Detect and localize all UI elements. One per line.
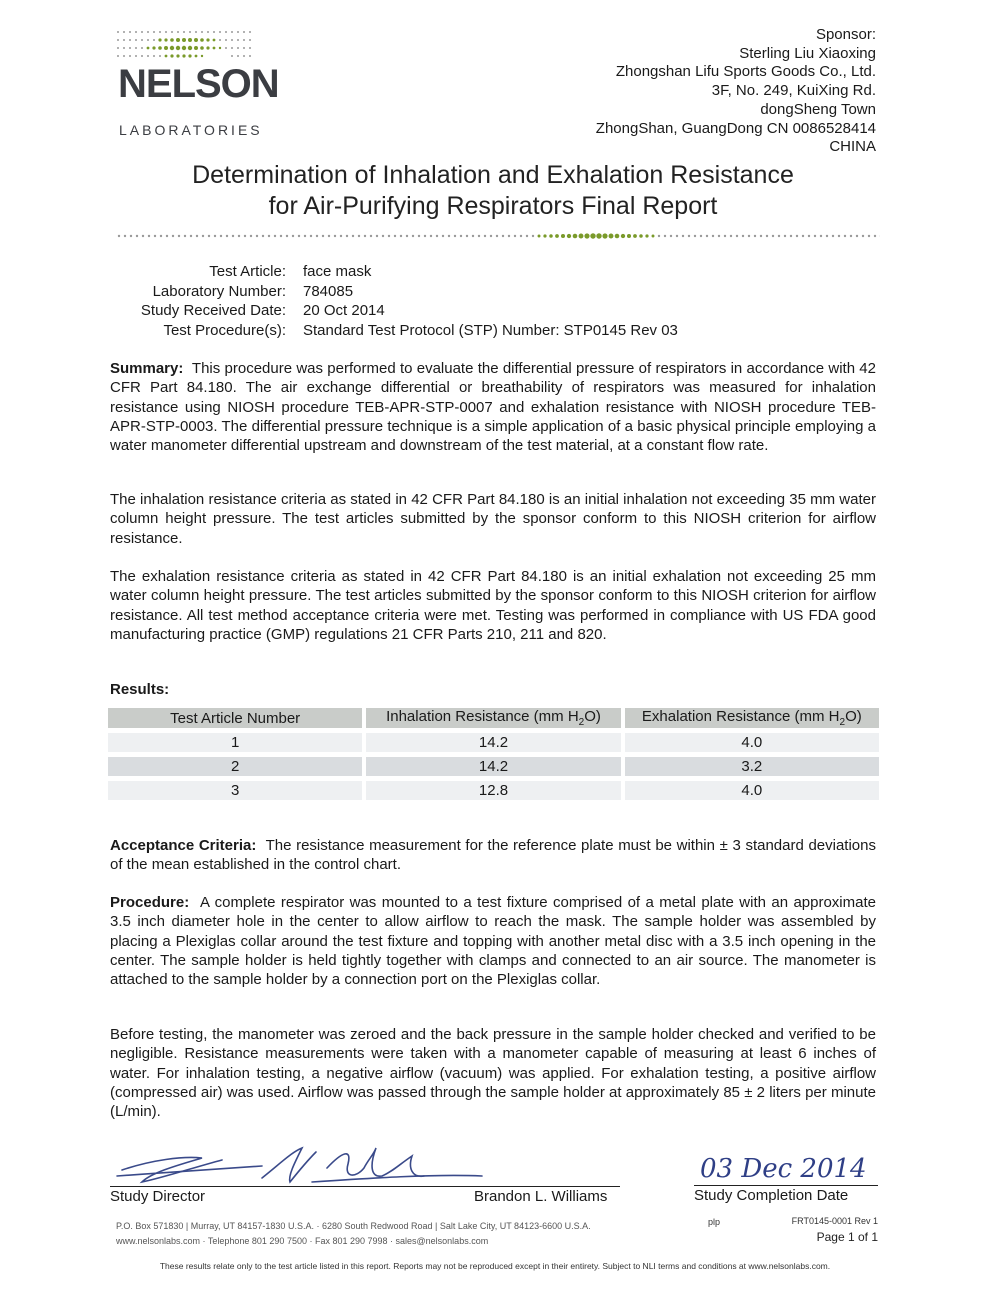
sponsor-town: dongSheng Town [760, 100, 876, 118]
table-row [108, 757, 879, 776]
lab-number-value: 784085 [303, 282, 354, 300]
test-article-label: Test Article: [209, 263, 286, 280]
logo-wordmark: NELSON [118, 62, 279, 106]
director-signature-line [110, 1186, 620, 1187]
cell-inhalation: 14.2 [366, 733, 620, 752]
sponsor-city: ZhongShan, GuangDong CN 0086528414 [595, 119, 876, 137]
nelson-logo [116, 28, 279, 138]
acceptance-text: The resistance measurement for the reference plate must be within ± 3 standard deviations of the mean established in the control chart. [110, 837, 876, 874]
procedure-paragraph [110, 893, 876, 989]
study-completion-label: Study Completion Date [694, 1187, 849, 1204]
cell-inhalation: 14.2 [366, 757, 620, 776]
test-procedure-label: Test Procedure(s): [163, 321, 286, 339]
results-heading: Results: [110, 681, 170, 698]
summary-paragraph [110, 359, 876, 455]
col-exhalation: Exhalation Resistance (mm $H_2O$) [625, 708, 879, 728]
testing-paragraph: Before testing, the manometer was zeroed and the back pressure in the sample holder checked and verified to be negligible. Resistance measurements were taken with a manometer capable of measuring at least 6 inches of water. For inhalation testing, a negative airflow (vacuum) was applied. For exhalation testing, a positive airflow (compressed air) was used. Airflow was passed through the sample holder at approximately 85 ± 2 liters per minute (L/min). [110, 1026, 876, 1121]
acceptance-heading: Acceptance Criteria: [110, 837, 257, 854]
sponsor-heading: Sponsor: [815, 26, 876, 43]
col-inhalation: Inhalation Resistance (mm $H_2O$) [366, 708, 620, 728]
study-director-name: Brandon L. Williams [474, 1188, 608, 1205]
table-row [108, 733, 879, 752]
logo-dots-icon [116, 28, 252, 58]
summary-text: This procedure was performed to evaluate the differential pressure of respirators in accordance with 42 CFR Part 84.180. The air exchange differential or breathability of respirators was measured for inhalation resistance using NIOSH procedure TEB-APR-STP-0007 and exhalation resistance with NIOSH procedure TEB-APR-STP-0003. The differential pressure technique is a simple application of a basic physical principle employing a water manometer differential upstream and downstream of the test material, at a constant flow rate. [110, 360, 876, 455]
logo-subtitle: LABORATORIES [119, 122, 263, 138]
meta-labels [0, 262, 286, 340]
footer-contact: www.nelsonlabs.com · Telephone 801 290 7500 · Fax 801 290 7998 · sales@nelsonlabs.com [116, 1236, 489, 1246]
lab-number-label: Laboratory Number: [152, 282, 286, 300]
sponsor-contact: Sterling Liu Xiaoxing [739, 44, 876, 62]
footer-address: P.O. Box 571830 | Murray, UT 84157-1830 U.S.A. · 6280 South Redwood Road | Salt Lake City, UT 84123-6600 U.S.A. [116, 1221, 591, 1231]
completion-date-handwritten: 03 Dec 2014 [700, 1154, 867, 1184]
acceptance-paragraph [110, 836, 876, 875]
test-article-value: face mask [303, 263, 372, 280]
report-title [0, 160, 986, 222]
sponsor-company: Zhongshan Lifu Sports Goods Co., Ltd. [615, 63, 876, 81]
col-test-article: Test Article Number [108, 708, 362, 728]
dotted-divider [116, 231, 880, 241]
sponsor-street: 3F, No. 249, KuiXing Rd. [711, 82, 876, 100]
meta-values [303, 262, 678, 340]
results-header-row [108, 708, 879, 728]
cell-test-article: 1 [108, 733, 362, 752]
procedure-text: A complete respirator was mounted to a test fixture comprised of a metal plate with an approximate 3.5 inch diameter hole in the center to allow airflow to reach the mask. The sample holder was assembled by placing a Plexiglas collar around the test fixture and topping with another metal disc with a 3.5 inch opening in the center. The sample holder is held tightly together with clamps and connected to an air source. The manometer is attached to the sample holder by a connection port on the Plexiglas collar. [110, 894, 876, 989]
cell-exhalation: 3.2 [625, 757, 879, 776]
footer-disclaimer: These results relate only to the test article listed in this report. Reports may not be reproduced except in their entirety. Subject to NLI terms and conditions at www.nelsonlabs.com. [159, 1261, 831, 1271]
procedure-heading: Procedure: [110, 894, 190, 911]
received-date-value: 20 Oct 2014 [303, 302, 385, 319]
sponsor-block [596, 26, 876, 157]
report-title-line2: for Air-Purifying Respirators Final Report [268, 192, 718, 220]
cell-test-article: 3 [108, 781, 362, 800]
cell-exhalation: 4.0 [625, 781, 879, 800]
cell-inhalation: 12.8 [366, 781, 620, 800]
received-date-label: Study Received Date: [140, 302, 286, 319]
test-procedure-value: Standard Test Protocol (STP) Number: STP0145 Rev 03 [303, 321, 678, 339]
footer-initials: plp [708, 1217, 721, 1227]
inhalation-criteria-paragraph: The inhalation resistance criteria as stated in 42 CFR Part 84.180 is an initial inhalation not exceeding 35 mm water column height pressure. The test articles submitted by the sponsor conform to this NIOSH criterion for airflow resistance. [110, 491, 876, 547]
completion-signature-line [694, 1185, 878, 1186]
results-table [104, 703, 883, 805]
table-row [108, 781, 879, 800]
report-title-line1: Determination of Inhalation and Exhalation Resistance [192, 161, 794, 189]
cell-test-article: 2 [108, 757, 362, 776]
exhalation-criteria-paragraph: The exhalation resistance criteria as stated in 42 CFR Part 84.180 is an initial exhalation not exceeding 25 mm water column height pressure. The test articles submitted by the sponsor conform to this NIOSH criterion for airflow resistance. All test method acceptance criteria were met. Testing was performed in compliance with US FDA good manufacturing practice (GMP) regulations 21 CFR Parts 210, 211 and 820. [110, 568, 876, 643]
study-director-label: Study Director [110, 1188, 206, 1205]
footer-form-number: FRT0145-0001 Rev 1 [791, 1216, 878, 1226]
summary-heading: Summary: [110, 360, 184, 377]
cell-exhalation: 4.0 [625, 733, 879, 752]
sponsor-country: CHINA [829, 138, 876, 156]
page-number: Page 1 of 1 [816, 1230, 878, 1244]
